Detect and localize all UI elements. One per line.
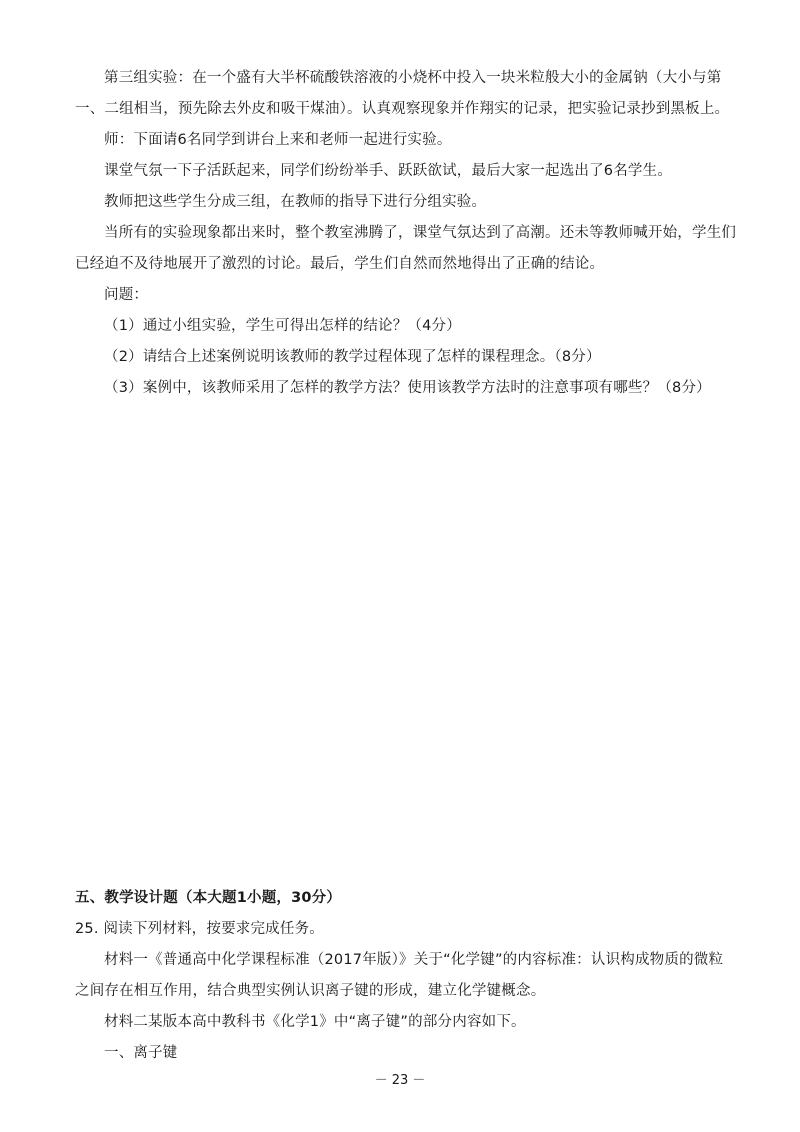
page-number: － 23 － bbox=[374, 1073, 426, 1088]
discussion-line-1: 当所有的实验现象都出来时，整个教室沸腾了，课堂气氛达到了高潮。还未等教师喊开始，学生们 bbox=[104, 225, 737, 241]
material-one-line-2: 之间存在相互作用，结合典型实例认识离子键的形成，建立化学键概念。 bbox=[75, 983, 546, 999]
material-two: 材料二某版本高中教科书《化学1》中“离子键”的部分内容如下。 bbox=[104, 1014, 526, 1030]
section-five-heading: 五、教学设计题（本大题1小题，30分） bbox=[75, 890, 342, 906]
question-item: （2）请结合上述案例说明该教师的教学过程体现了怎样的课程理念。（8分） bbox=[104, 349, 601, 365]
question-item: （3）案例中，该教师采用了怎样的教学方法？使用该教学方法时的注意事项有哪些？（8分） bbox=[104, 380, 711, 396]
questions-heading: 问题： bbox=[104, 287, 149, 303]
experiment-three-line-2: 一、二组相当，预先除去外皮和吸干煤油）。认真观察现象并作翔实的记录，把实验记录抄到黑板上。 bbox=[75, 101, 730, 117]
question-item: （1）通过小组实验，学生可得出怎样的结论？（4分） bbox=[104, 318, 461, 334]
question-25: 25. 阅读下列材料，按要求完成任务。 bbox=[75, 921, 324, 937]
teacher-instruction: 师：下面请6名同学到讲台上来和老师一起进行实验。 bbox=[104, 132, 452, 148]
subsection-ionic-bond: 一、离子键 bbox=[104, 1045, 178, 1061]
discussion-line-2: 已经迫不及待地展开了激烈的讨论。最后，学生们自然而然地得出了正确的结论。 bbox=[75, 256, 605, 272]
experiment-three-line-1: 第三组实验：在一个盛有大半杯硫酸铁溶液的小烧杯中投入一块米粒般大小的金属钠（大小与第 bbox=[104, 70, 722, 86]
material-one-line-1: 材料一《普通高中化学课程标准（2017年版）》关于“化学键”的内容标准：认识构成物质的微粒 bbox=[104, 952, 724, 968]
classroom-atmosphere: 课堂气氛一下子活跃起来，同学们纷纷举手、跃跃欲试，最后大家一起选出了6名学生。 bbox=[104, 163, 673, 179]
group-experiment-line: 教师把这些学生分成三组，在教师的指导下进行分组实验。 bbox=[104, 194, 487, 210]
